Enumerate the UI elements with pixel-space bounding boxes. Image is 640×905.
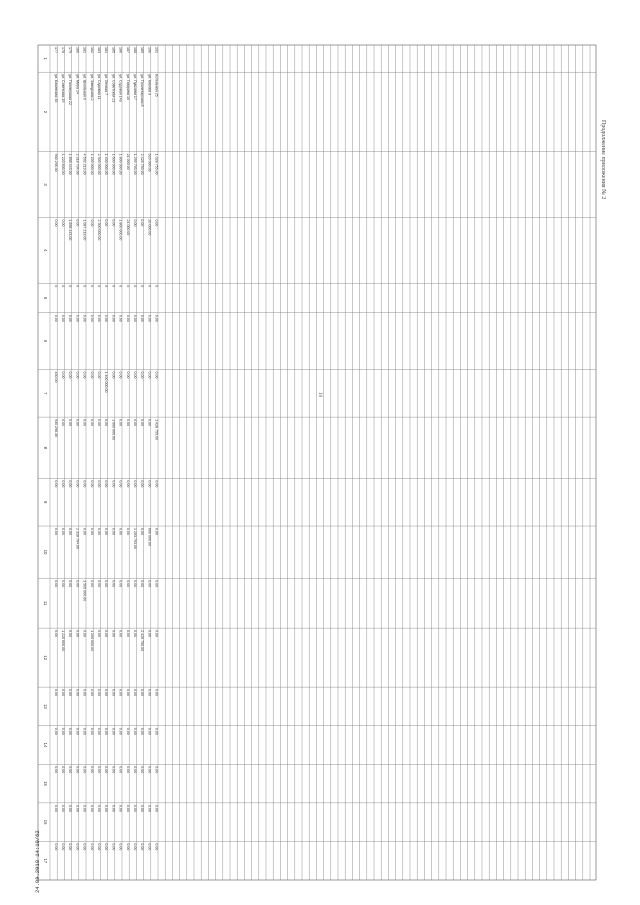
table-cell: 0,00 [140, 804, 145, 812]
table-cell: 1 600 000,00 [111, 419, 116, 441]
table-cell: 0,00 [75, 843, 80, 851]
table-cell: 0,00 [53, 630, 58, 638]
table-cell: 0,00 [111, 219, 116, 227]
table-cell: 0,00 [147, 419, 152, 427]
table-cell: 0,00 [140, 419, 145, 427]
table-cell: 1 087 213,00 [82, 219, 87, 241]
table-cell: 0,00 [154, 766, 159, 774]
table-cell: 0,00 [118, 804, 123, 812]
table-cell: 0,00 [154, 219, 159, 227]
table-cell: 0,00 [82, 689, 87, 697]
column-header: 2 [43, 110, 48, 114]
column-header: 8 [43, 446, 48, 449]
table-cell: 0,00 [154, 843, 159, 851]
table-cell: 600 000,00 [147, 528, 152, 547]
column-header: 13 [43, 704, 48, 709]
table-cell: 0,00 [104, 766, 109, 774]
table-cell: 185 [111, 47, 116, 53]
table-cell: 0,00 [118, 727, 123, 735]
table-cell: 0,00 [111, 480, 116, 488]
table-cell: 0,00 [68, 689, 73, 697]
table-cell: 0,00 [111, 630, 116, 638]
table-cell: 0,00 [61, 314, 65, 322]
table-cell: 1 400 000,00 [104, 153, 109, 175]
table-cell: 0,00 [147, 766, 152, 774]
table-cell: 0,00 [82, 371, 87, 379]
table-cell: 0,00 [75, 480, 80, 488]
table-cell: 0,00 [53, 843, 58, 851]
table-cell: 0,00 [147, 843, 152, 851]
table-cell: 188 [133, 47, 137, 53]
table-cell: 0,00 [125, 528, 130, 536]
table-cell: 0,00 [97, 843, 101, 851]
table-cell: 0,00 [53, 766, 58, 774]
table-cell: 620 000,00 [147, 153, 152, 172]
table-cell: 0,00 [104, 689, 109, 697]
table-cell: 0,00 [111, 804, 116, 812]
table-cell: 0,00 [68, 804, 73, 812]
table-cell: 0,00 [111, 843, 116, 851]
table-cell: ул. Школьная 9 [82, 74, 87, 100]
table-cell: 0,00 [53, 689, 58, 697]
table-cell: 0,00 [104, 727, 109, 735]
table-cell: 0,00 [125, 630, 130, 638]
table-cell: 0,00 [154, 480, 159, 488]
table-cell: 1 400 000,00 [104, 371, 109, 393]
table-cell: 0,00 [82, 480, 87, 488]
table-cell: 0,00 [147, 727, 152, 735]
table-cell: ул. Пионерская 22 [68, 74, 73, 106]
table-cell: ул. Бакинская 35 [53, 74, 58, 103]
table-cell: 0 [61, 285, 65, 288]
column-header: 15 [43, 781, 48, 786]
table-cell: 0 [118, 285, 123, 288]
table-cell: 0,00 [68, 766, 73, 774]
table-cell: 1 220 600,00 [61, 153, 65, 175]
table-cell: 0,00 [53, 219, 58, 227]
table-cell: 177 [53, 47, 58, 53]
table-cell: 191 [154, 47, 159, 53]
table-cell: 0,00 [97, 727, 101, 735]
table-cell: 0,00 [68, 419, 73, 427]
table-cell: 0,00 [104, 480, 109, 488]
table-cell: 0,00 [75, 727, 80, 735]
table-cell: 1 898 443,00 [68, 153, 73, 175]
table-cell: 0,00 [140, 314, 145, 322]
table-cell: 0,00 [53, 580, 58, 588]
table-cell: 0,00 [147, 580, 152, 588]
table-cell: 0 [104, 285, 109, 288]
table-cell: 0,00 [118, 766, 123, 774]
table-cell: 0,00 [118, 580, 123, 588]
table-cell: 0,00 [104, 528, 109, 536]
table-cell: 0,00 [125, 371, 130, 379]
table-cell: ул. Заводская 2 [89, 74, 94, 101]
table-cell: 0,00 [104, 419, 109, 427]
table-cell: 0,00 [61, 689, 65, 697]
table-cell: 181 [82, 47, 87, 53]
table-cell: 0,00 [61, 219, 65, 227]
table-cell: 0,00 [118, 419, 123, 427]
table-cell: 1 800 000,00 [118, 153, 123, 175]
table-cell: 0,00 [154, 689, 159, 697]
table-cell: 0,00 [125, 580, 130, 588]
table-cell: 0,00 [154, 580, 159, 588]
table-cell: 0,00 [118, 371, 123, 379]
table-cell: 0,00 [140, 219, 145, 227]
table-cell: ул. Советская 19 [61, 74, 65, 103]
table-cell: 0,00 [118, 630, 123, 638]
table-cell: 0,00 [133, 630, 137, 638]
column-header: 14 [43, 742, 48, 748]
table-cell: 0,00 [97, 630, 101, 638]
table-cell: 1 200 000,00 [89, 153, 94, 175]
table-cell: 0,00 [82, 419, 87, 427]
table-cell: 1 200 000,00 [89, 630, 94, 652]
table-cell: 0,00 [125, 480, 130, 488]
table-cell: 2 300 000,00 [97, 153, 101, 175]
table-cell: 0,00 [68, 480, 73, 488]
table-cell: 180 [75, 47, 80, 53]
table-cell: 0,00 [154, 371, 159, 379]
table-cell: 0 [125, 285, 130, 288]
table-cell: 0 [89, 285, 94, 288]
table-cell: 0,00 [61, 804, 65, 812]
table-cell: 0,00 [97, 480, 101, 488]
table-cell: 0,00 [111, 580, 116, 588]
table-cell: 0,00 [68, 843, 73, 851]
table-cell: 0,00 [97, 689, 101, 697]
table-cell: 21 000,00 [125, 153, 130, 170]
table-cell: 0,00 [82, 804, 87, 812]
table-cell: 2 318 704,00 [75, 153, 80, 175]
table-cell: ул. Садовая 11 [97, 74, 101, 100]
table-cell: 0,00 [97, 314, 101, 322]
table-cell: 0,00 [97, 419, 101, 427]
table-cell: 0,00 [111, 766, 116, 774]
table-cell: 0,00 [140, 689, 145, 697]
table-cell: 0,00 [140, 727, 145, 735]
column-header: 4 [43, 249, 48, 252]
table-cell: 0,00 [89, 219, 94, 227]
table-cell: 0,00 [118, 843, 123, 851]
table-cell: 4 592 213,00 [82, 153, 87, 175]
table-cell: 0,00 [133, 580, 137, 588]
column-header: 7 [43, 392, 48, 395]
table-cell: 0,00 [104, 219, 109, 227]
table-cell: 0,00 [125, 727, 130, 735]
table-cell: 0,00 [75, 314, 80, 322]
table-cell: 0,00 [111, 727, 116, 735]
table-cell: ул. Советская 21 [111, 74, 116, 103]
table-cell: 0,00 [61, 766, 65, 774]
table-cell: 2 318 704,00 [75, 528, 80, 550]
table-cell: 0,00 [53, 727, 58, 735]
table-cell: 0,00 [104, 630, 109, 638]
table-cell: 0 [97, 285, 101, 288]
table-cell: 0,00 [154, 804, 159, 812]
table-cell: 0,00 [75, 371, 80, 379]
table-cell: 182 [89, 47, 94, 53]
table-cell: 186 [118, 47, 123, 53]
table-cell: 0,00 [154, 727, 159, 735]
table-cell: 2 426 750,00 [140, 153, 145, 175]
column-header: 17 [43, 858, 48, 864]
column-header: 9 [43, 501, 48, 504]
table-cell: 0,00 [133, 804, 137, 812]
table-cell: 0,00 [82, 314, 87, 322]
table-cell: 190 [147, 47, 152, 53]
table-cell: ул. Пролетарская 8 [140, 74, 145, 107]
table-cell: 0,00 [118, 528, 123, 536]
table-cell: 0,00 [140, 843, 145, 851]
table-cell: 0,00 [133, 371, 137, 379]
table-cell: 0,00 [147, 689, 152, 697]
table-cell: 2 426 750,00 [140, 630, 145, 652]
table-cell: 0,00 [140, 528, 145, 536]
table-cell: 0,00 [111, 314, 116, 322]
table-cell: 0,00 [140, 480, 145, 488]
table-cell: 187 [125, 47, 130, 53]
table-cell: 0,00 [53, 480, 58, 488]
table-cell: ул. Садовая 14а [118, 74, 123, 102]
table-cell: 0,00 [89, 689, 94, 697]
table-cell: 0,00 [68, 580, 73, 588]
table-cell: 0,00 [133, 480, 137, 488]
table-cell: 450,00 [53, 371, 58, 383]
table-cell: 0,00 [68, 314, 73, 322]
table-cell: 0,00 [133, 689, 137, 697]
table-cell: 0,00 [61, 419, 65, 427]
table-cell: 0 [111, 285, 116, 288]
table-cell: 0,00 [82, 727, 87, 735]
footer-stamp: 24.09.2018 14:10/62 [34, 830, 41, 893]
table-cell: 0,00 [111, 528, 116, 536]
table-cell: 0,00 [97, 804, 101, 812]
table-cell: 0,00 [97, 580, 101, 588]
table-cell: 0,00 [97, 766, 101, 774]
table-cell: 0,00 [53, 314, 58, 322]
table-cell: 0,00 [61, 480, 65, 488]
table-cell: 0,00 [125, 843, 130, 851]
table-cell: 183 [97, 47, 101, 53]
table-cell: 0,00 [133, 219, 137, 227]
table-cell: 0,00 [61, 727, 65, 735]
column-header: 5 [43, 296, 48, 300]
table-cell: 0,00 [125, 419, 130, 427]
table-cell: 0,00 [68, 727, 73, 735]
column-header: 3 [43, 183, 48, 186]
table-cell: 0,00 [89, 314, 94, 322]
table-cell: 0,00 [111, 371, 116, 379]
table-cell: 0,00 [61, 843, 65, 851]
table-cell: 0,00 [97, 371, 101, 379]
table-cell: 0,00 [118, 480, 123, 488]
table-cell: 0,00 [89, 528, 94, 536]
table-cell: 0,00 [75, 766, 80, 774]
table-cell: 0,00 [133, 419, 137, 427]
table-cell: 0,00 [75, 689, 80, 697]
table-cell: 1 220 600,00 [61, 630, 65, 652]
table-cell: 1 028 755,00 [154, 153, 159, 175]
table-cell: 0,00 [125, 689, 130, 697]
column-header: 11 [43, 600, 48, 606]
table-cell: 0,00 [75, 419, 80, 427]
table-cell: ул. Гагарина 10 [125, 74, 130, 101]
table-cell: 2 300 000,00 [97, 219, 101, 241]
table-cell: 0,00 [104, 804, 109, 812]
table-cell: 0,00 [147, 630, 152, 638]
table-cell: 20 000,00 [147, 219, 152, 236]
table-cell: 189 [140, 47, 145, 53]
table-cell: 0 [140, 285, 145, 288]
column-header: 10 [43, 549, 48, 555]
table-cell: ул. Кирова 3 [147, 74, 152, 96]
column-header: 16 [43, 819, 48, 825]
table-cell: 0,00 [140, 580, 145, 588]
table-cell: 0,00 [89, 843, 94, 851]
table-cell: 0,00 [53, 528, 58, 536]
table-cell: 0,00 [104, 580, 109, 588]
table-cell: 21 000,00 [125, 219, 130, 236]
table-cell: 0,00 [89, 419, 94, 427]
table-cell: 0,00 [147, 804, 152, 812]
page-title: Продолжение приложения № 2 [600, 120, 606, 200]
table-cell: 930 298,30 [53, 153, 58, 172]
table-cell: 1 028 755,00 [154, 419, 159, 441]
column-header: 6 [43, 339, 48, 343]
table-cell: 0,00 [82, 766, 87, 774]
table-cell: 0,00 [147, 314, 152, 322]
table-cell: 0,00 [89, 727, 94, 735]
table-cell: 0,00 [61, 580, 65, 588]
table-cell: 0,00 [154, 314, 159, 322]
table-cell: 0,00 [104, 314, 109, 322]
table-cell: 0,00 [61, 371, 65, 379]
table-cell: 1 800 000,00 [118, 219, 123, 241]
column-header: 1 [43, 57, 48, 60]
table-cell: 0,00 [125, 314, 130, 322]
table-cell: 0,00 [133, 843, 137, 851]
table-cell: 0,00 [82, 843, 87, 851]
table-cell: 0,00 [147, 371, 152, 379]
table-cell: 0,00 [104, 843, 109, 851]
table-cell: 0 [68, 285, 73, 288]
table-cell: 0,00 [133, 727, 137, 735]
table-cell: 0,00 [75, 219, 80, 227]
table-cell: 0,00 [53, 804, 58, 812]
table-cell: 0,00 [89, 804, 94, 812]
table-cell: 0,00 [97, 528, 101, 536]
table-cell: 3 505 000,00 [82, 580, 87, 602]
table-cell: 0,00 [61, 528, 65, 536]
table-cell: 0 [133, 285, 137, 288]
table-cell: 930 298,30 [53, 419, 58, 438]
page-number: 10 [317, 392, 322, 397]
table-cell: 0,00 [89, 580, 94, 588]
table-cell: 0,00 [125, 804, 130, 812]
table-cell: 179 [68, 47, 73, 53]
table-cell: 0 [75, 285, 80, 288]
table-cell: 0,00 [75, 804, 80, 812]
table-cell: ул. Мира 14 [75, 74, 80, 95]
table-cell: 184 [104, 47, 109, 53]
table-cell: 1 600 000,00 [111, 153, 116, 175]
table-cell: 0,00 [154, 528, 159, 536]
table-cell: 0,00 [125, 766, 130, 774]
table-cell: ул. Лесная 7 [104, 74, 109, 96]
table-cell: 0,00 [75, 580, 80, 588]
table-cell: 0,00 [133, 766, 137, 774]
table-cell: 0,00 [147, 480, 152, 488]
table-cell: ул. Пушкина 17 [133, 74, 137, 100]
table-cell: 0,00 [140, 766, 145, 774]
table-cell: 0,00 [140, 371, 145, 379]
table-cell: 0 [82, 285, 87, 288]
table-cell: 0,00 [82, 630, 87, 638]
table-cell: 0,00 [89, 480, 94, 488]
table-cell: 0,00 [68, 371, 73, 379]
table-cell: 0 [147, 285, 152, 288]
table-cell: 0,00 [133, 314, 137, 322]
table-cell: 178 [61, 47, 65, 53]
table-cell: 1 293 793,00 [133, 528, 137, 550]
table-cell: 0,00 [68, 528, 73, 536]
table-cell: 0,00 [118, 314, 123, 322]
table-cell: 0,00 [89, 371, 94, 379]
table-cell: 0,00 [118, 689, 123, 697]
table-cell: 0,00 [82, 528, 87, 536]
column-header: 12 [43, 655, 48, 660]
table-cell: 0,00 [111, 689, 116, 697]
table-cell: 1 898 443,00 [68, 219, 73, 241]
table-cell: 0 [154, 285, 159, 288]
table-cell: Котельная 25 [154, 74, 159, 97]
table-cell: 0,00 [154, 630, 159, 638]
table-cell: 1 293 793,00 [133, 153, 137, 175]
table-cell: 0,00 [75, 630, 80, 638]
table-cell: 0,00 [68, 630, 73, 638]
table-cell: 0 [53, 285, 58, 288]
table-cell: 0,00 [89, 766, 94, 774]
